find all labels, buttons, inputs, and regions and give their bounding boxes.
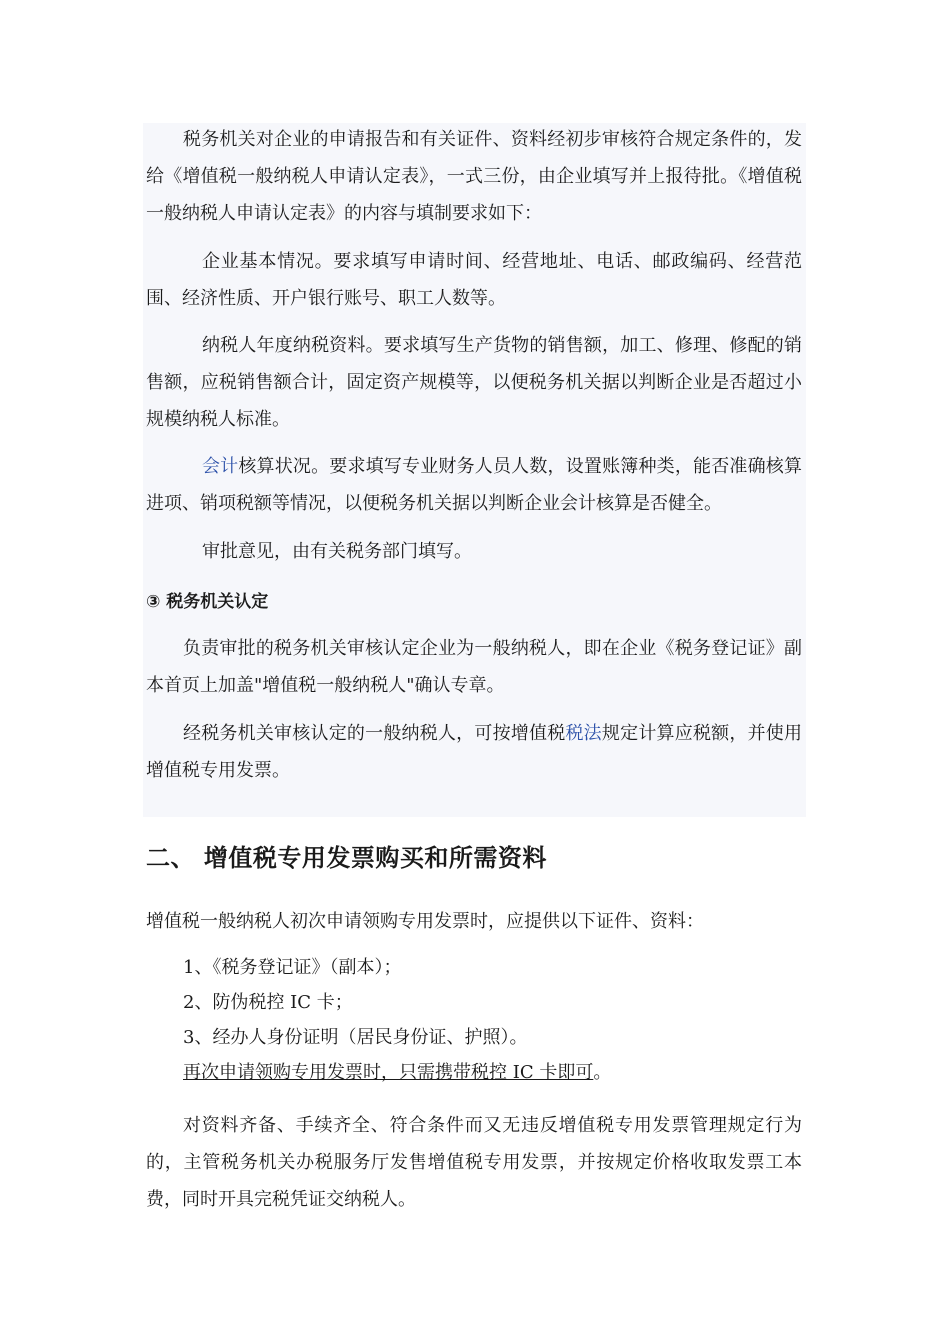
paragraph-basic-info: 企业基本情况。要求填写申请时间、经营地址、电话、邮政编码、经营范围、经济性质、开户银行账号、职工人数等。	[146, 251, 802, 309]
paragraph-accounting-text: 核算状况。要求填写专业财务人员人数，设置账簿种类，能否准确核算进项、销项税额等情况，以便税务机关据以判断企业会计核算是否健全。	[146, 456, 802, 514]
paragraph-general-taxpayer	[146, 715, 802, 789]
note-reapply	[183, 1058, 611, 1088]
paragraph-general-taxpayer-text-b: 规定计算应税额，并使用增值税专用发票。	[146, 723, 803, 781]
paragraph-intro: 增值税一般纳税人初次申请领购专用发票时，应提供以下证件、资料：	[146, 911, 704, 932]
paragraph-approval: 审批意见，由有关税务部门填写。	[202, 541, 472, 562]
paragraph-tax-data: 纳税人年度纳税资料。要求填写生产货物的销售额，加工、修理、修配的销售额，应税销售额合计，固定资产规模等，以便税务机关据以判断企业是否超过小规模纳税人标准。	[146, 335, 802, 430]
list-item: 1、《税务登记证》（副本）；	[183, 957, 402, 978]
note-end: 。	[593, 1062, 612, 1083]
accounting-link[interactable]: 会计	[202, 456, 239, 477]
paragraph-general-taxpayer-text-a: 经税务机关审核认定的一般纳税人，可按增值税	[183, 723, 566, 744]
paragraph-application-review: 税务机关对企业的申请报告和有关证件、资料经初步审核符合规定条件的，发给《增值税一般纳税人申请认定表》，一式三份，由企业填写并上报待批。《增值税一般纳税人申请认定表》的内容与填制要求如下：	[146, 129, 802, 224]
note-underlined: 再次申请领购专用发票时，只需携带税控 IC 卡即可	[183, 1062, 594, 1083]
list-item: 2、防伪税控 IC 卡；	[183, 992, 353, 1013]
paragraph-recognition: 负责审批的税务机关审核认定企业为一般纳税人，即在企业《税务登记证》副本首页上加盖"增值税一般纳税人"确认专章。	[146, 638, 802, 696]
paragraph-accounting	[146, 448, 802, 522]
heading-tax-authority-recognition: ③ 税务机关认定	[146, 592, 269, 612]
section-title: 二、 增值税专用发票购买和所需资料	[146, 844, 547, 872]
list-item: 3、经办人身份证明（居民身份证、护照）。	[183, 1027, 528, 1048]
paragraph-closing: 对资料齐备、手续齐全、符合条件而又无违反增值税专用发票管理规定行为的，主管税务机关办税服务厅发售增值税专用发票，并按规定价格收取发票工本费，同时开具完税凭证交纳税人。	[146, 1115, 802, 1210]
tax-law-link[interactable]: 税法	[565, 723, 602, 744]
